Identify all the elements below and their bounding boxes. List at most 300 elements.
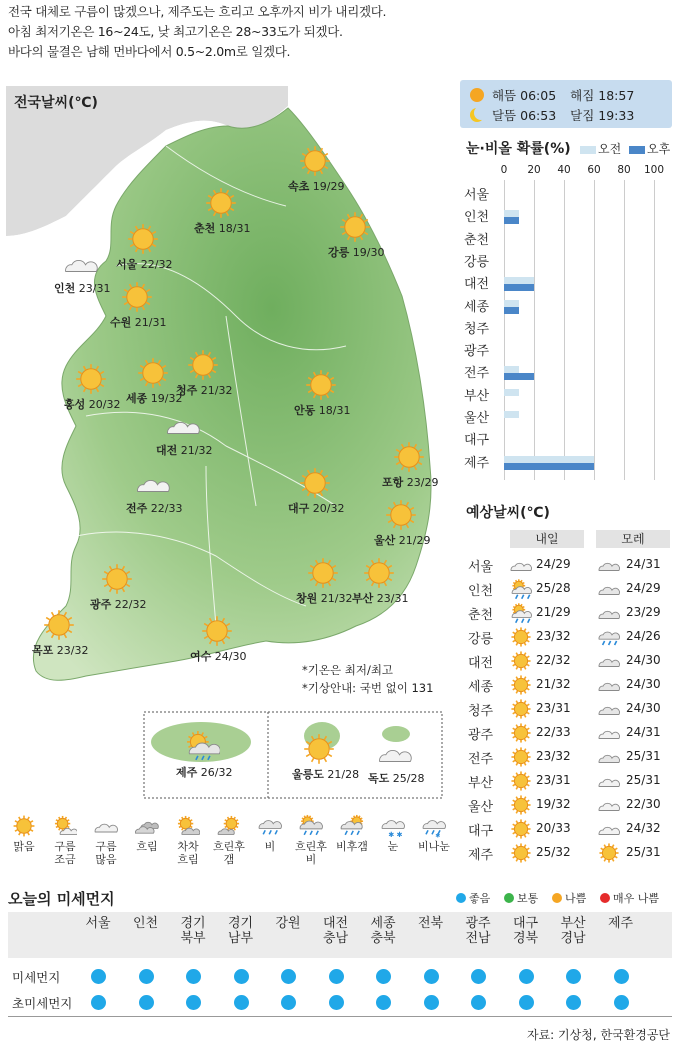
map-city-temp: 24/30 [211,650,247,663]
pm-level-dot [234,969,249,984]
overcast-icon [135,814,159,838]
map-sunny-icon [362,556,396,594]
map-city-label [328,244,384,260]
forecast-icon-tomorrow [510,818,532,844]
map-city-temp: 23/31 [373,592,409,605]
am-label: 오전 [598,142,622,156]
precip-city: 청주 [464,321,490,337]
sunrise-time: 06:05 [520,88,557,103]
map-city-name: 울산 [374,534,396,547]
precip-legend [580,140,670,157]
sunny-icon [74,362,108,396]
forecast-row [460,746,676,769]
map-note-1: *기온은 최저/최고 [302,663,394,677]
sunny-icon [510,770,532,792]
legend-item [4,814,44,853]
pm-region: 광주 전남 [465,916,491,946]
forecast-city: 대구 [468,824,494,839]
map-city-temp: 22/32 [137,258,173,271]
forecast-temp-tomorrow: 25/32 [536,845,571,859]
sunny-icon [338,210,372,244]
cloudy-icon [598,794,620,816]
sleet-icon [422,814,446,838]
pm-row [8,964,672,988]
precip-city: 부산 [464,388,490,404]
map-city-name: 여수 [190,650,212,663]
precip-city: 광주 [464,344,490,360]
map-cloudy-rain-icon [186,730,220,768]
headline-line-3: 바다의 물결은 남해 먼바다에서 0.5~2.0m로 일겠다. [8,44,291,59]
map-city-name: 수원 [110,316,132,329]
legend-item [209,814,249,866]
forecast-temp-tomorrow: 20/33 [536,821,571,835]
am-swatch [580,146,596,154]
precip-gridline [504,180,505,480]
map-cloudy-icon [136,466,170,504]
clearing-icon [217,814,241,838]
forecast-temp-tomorrow: 23/32 [536,749,571,763]
map-sunny-icon [304,368,338,406]
sunny-icon [100,562,134,596]
map-city-label [54,280,110,296]
legend-label: 차차 흐림 [177,840,199,866]
forecast-city: 서울 [468,560,494,575]
precip-bar-am [504,389,519,396]
map-city-label [288,500,344,516]
legend-item [45,814,85,866]
map-city-temp: 23/31 [75,282,111,295]
sunny-icon [362,556,396,590]
sun-moon-box [460,80,672,128]
map-city-temp: 23/29 [403,476,439,489]
pm-level-dot [376,995,391,1010]
map-city-temp: 21/32 [177,444,213,457]
map-city-temp: 21/31 [131,316,167,329]
forecast-temp-dayafter: 25/31 [626,749,661,763]
pm-level-dot [519,995,534,1010]
map-city-name: 광주 [90,598,112,611]
map-title: 전국날씨(℃) [14,95,98,111]
pm-level-dot [91,969,106,984]
precip-gridline [594,180,595,480]
legend-item [250,814,290,853]
precip-city: 울산 [464,411,490,426]
sunny-icon [204,186,238,220]
sunny-icon [126,222,160,256]
precip-city: 제주 [464,455,490,471]
precip-bar-pm [504,463,594,470]
map-city-temp: 19/29 [309,180,345,193]
map-city-temp: 18/31 [215,222,251,235]
map-sunny-icon [392,440,426,478]
map-city-name: 울릉도 [292,768,324,781]
forecast-icon-tomorrow [510,578,532,604]
rain-then-clear-icon [340,814,364,838]
map-cloudy-icon [64,246,98,284]
cloudy-icon [166,408,200,442]
map-city-label [194,220,250,236]
map-sunny-icon [126,222,160,260]
pm-region: 경기 북부 [180,916,206,946]
precip-city: 세종 [464,299,490,315]
source: 자료: 기상청, 한국환경공단 [527,1028,670,1042]
forecast-row [460,674,676,697]
legend-label: 비후갬 [336,840,368,853]
cloudy-icon [136,466,170,500]
pm-level-dot [566,995,581,1010]
map-sunny-icon [384,498,418,536]
forecast-row [460,650,676,673]
sunny-icon [304,368,338,402]
map-city-label [176,764,232,780]
map-note-2: *기상안내: 국번 없이 131 [302,681,434,695]
moonset-label: 달짐 [570,108,595,123]
pm-level-dot [614,969,629,984]
sunny-icon [186,348,220,382]
map-city-label [382,474,438,490]
legend-label: 구름 많음 [95,840,117,866]
pm-level-dot [519,969,534,984]
pm-level-dot [566,969,581,984]
map-city-name: 춘천 [194,222,216,235]
map-cloudy-icon [378,736,412,774]
pm-region: 서울 [85,916,111,931]
pm-level-dot [424,995,439,1010]
forecast-temp-dayafter: 25/31 [626,845,661,859]
legend-label: 흐린후 갬 [213,840,245,866]
forecast-row [460,722,676,745]
map-city-label [368,770,424,786]
sunny-icon [510,698,532,720]
legend-label: 흐림 [136,840,158,853]
map-city-name: 독도 [368,772,390,785]
cloudy-icon [378,736,412,770]
pm-title: 오늘의 미세먼지 [8,890,115,908]
sunny-icon [384,498,418,532]
forecast-temp-dayafter: 24/26 [626,629,661,643]
map-sunny-icon [298,466,332,504]
map-sunny-icon [298,144,332,182]
precip-bar-pm [504,284,534,291]
pm-legend-label: 매우 나쁨 [613,892,660,905]
cloudy-icon [598,818,620,840]
pm-region: 대구 경북 [512,916,539,946]
pm-region: 인천 [132,916,159,931]
forecast-icon-tomorrow [510,770,532,796]
forecast-temp-tomorrow: 22/32 [536,653,571,667]
pm-level-dot [186,995,201,1010]
sunny-icon [510,842,532,864]
pm-level-dot [91,995,106,1010]
mostly-cloudy-icon [598,674,620,696]
pm-legend-item [600,890,659,906]
forecast-row [460,698,676,721]
forecast-table [460,500,676,876]
pm-row-label: 미세먼지 [12,970,61,985]
pm-legend-item [456,890,490,906]
map-sunny-icon [200,614,234,652]
forecast-icon-tomorrow [510,674,532,700]
cloudy-icon [94,814,118,838]
cloudy-icon [598,722,620,744]
pm-legend-label: 좋음 [469,892,491,905]
forecast-icon-dayafter [598,746,620,772]
precip-bar-am [504,411,519,418]
forecast-city: 광주 [468,728,494,743]
sunny-icon [510,650,532,672]
map-sunny-icon [204,186,238,224]
forecast-city: 울산 [468,800,494,815]
legend-item [86,814,126,866]
map-city-label [374,532,430,548]
pm-level-dot [471,995,486,1010]
forecast-icon-dayafter [598,674,620,700]
precip-bar-am [504,366,519,373]
map-city-name: 부산 [352,592,374,605]
map-city-name: 제주 [176,766,198,779]
mostly-cloudy-icon [598,746,620,768]
forecast-temp-tomorrow: 25/28 [536,581,571,595]
forecast-icon-dayafter [598,578,620,604]
legend-item [291,814,331,866]
sunny-icon [306,556,340,590]
sunny-icon [392,440,426,474]
forecast-temp-dayafter: 24/30 [626,677,661,691]
forecast-city: 대전 [468,656,494,671]
forecast-temp-dayafter: 24/30 [626,701,661,715]
precip-city: 전주 [464,366,490,382]
sunny-icon [12,814,36,838]
pm-region: 대전 충남 [322,916,349,946]
cloudy-then-rain-icon [299,814,323,838]
forecast-icon-dayafter [598,818,620,844]
pm-region: 제주 [607,916,634,931]
forecast-temp-tomorrow: 22/33 [536,725,571,739]
precip-gridline [564,180,565,480]
forecast-city: 부산 [468,776,494,791]
pm-region: 전북 [417,916,444,931]
map-city-name: 목포 [32,644,54,657]
forecast-temp-tomorrow: 23/32 [536,629,571,643]
sunset-time: 18:57 [598,88,635,103]
pm-level-dot [614,995,629,1010]
legend-item [373,814,413,853]
precip-city: 서울 [464,188,490,203]
map-city-temp: 23/32 [53,644,89,657]
cloudy-icon [598,770,620,792]
forecast-temp-dayafter: 25/31 [626,773,661,787]
pm-label: 오후 [647,142,671,156]
pm-level-dot [424,969,439,984]
pm-level-dot [329,969,344,984]
pm-level-dot [139,995,154,1010]
sunset-label: 해짐 [570,88,595,103]
snow-icon [381,814,405,838]
map-city-temp: 25/28 [389,772,425,785]
cloudy-rain-icon [186,730,220,764]
moonrise-label: 달뜸 [491,108,517,123]
pm-level-dot [376,969,391,984]
forecast-row [460,818,676,841]
sunny-icon [598,842,620,864]
pm-level-dot [281,995,296,1010]
svg-text:✱: ✱ [435,832,441,838]
precip-bar-am [504,456,594,463]
pm-swatch [629,146,645,154]
pm-level-dot [234,995,249,1010]
map-city-name: 속초 [288,180,310,193]
legend-label: 구름 조금 [54,840,76,866]
pm-region-header [8,912,672,958]
partly-cloudy-rain-icon [510,602,532,624]
precip-tick: 20 [527,164,541,176]
forecast-icon-dayafter [598,602,620,628]
pm-level-dot [186,969,201,984]
precip-title: 눈·비올 확률(%) [466,141,571,157]
precip-city: 강릉 [464,254,490,270]
tomorrow-header: 내일 [510,530,584,548]
precip-tick: 100 [643,164,665,176]
pm-legend-label: 나쁨 [565,892,587,905]
sunny-icon [298,144,332,178]
pm-legend-label: 보통 [517,892,539,905]
pm-legend-dot [600,893,610,903]
map-city-label [116,256,172,272]
map-city-name: 대구 [288,502,310,515]
mostly-cloudy-icon [598,578,620,600]
pm-level-dot [139,969,154,984]
mostly-cloudy-icon [598,698,620,720]
legend-label: 비 [264,840,276,853]
forecast-title: 예상날씨(℃) [466,505,550,521]
map-city-name: 인천 [54,282,76,295]
map-city-temp: 21/32 [197,384,233,397]
moonrise-time: 06:53 [520,108,557,123]
forecast-city: 전주 [468,752,494,767]
map-city-temp: 21/32 [317,592,353,605]
pm-level-dot [471,969,486,984]
precip-tick: 40 [557,164,571,176]
map-city-temp: 21/29 [395,534,431,547]
divider [8,1016,672,1017]
map-city-name: 전주 [126,502,148,515]
map-city-label [292,766,359,782]
cloudy-icon [64,246,98,280]
dayafter-header: 모레 [596,530,670,548]
sunny-icon [42,608,76,642]
map-city-temp: 19/32 [147,392,183,405]
forecast-temp-tomorrow: 24/29 [536,557,571,571]
map-city-label [156,442,212,458]
map-city-temp: 21/28 [323,768,360,781]
map-city-temp: 22/33 [147,502,183,515]
forecast-row [460,554,676,577]
map-sunny-icon [306,556,340,594]
map-sunny-icon [338,210,372,248]
map-sunny-icon [100,562,134,600]
pm-legend-item [552,890,586,906]
legend-label: 비나눈 [418,840,450,853]
sunny-icon [510,674,532,696]
forecast-icon-tomorrow [510,842,532,868]
headline-line-1: 전국 대체로 구름이 많겠으나, 제주도는 흐리고 오후까지 비가 내리겠다. [8,4,387,19]
forecast-icon-tomorrow [510,602,532,628]
forecast-icon-tomorrow [510,794,532,820]
forecast-temp-tomorrow: 23/31 [536,701,571,715]
sunny-icon [510,746,532,768]
pm-row-label: 초미세먼지 [12,996,73,1011]
forecast-temp-tomorrow: 19/32 [536,797,571,811]
precip-bar-am [504,300,519,307]
forecast-icon-tomorrow [510,698,532,724]
map-city-temp: 18/31 [315,404,351,417]
precip-city: 인천 [464,210,490,226]
map-city-temp: 20/32 [85,398,121,411]
precip-chart [460,134,676,494]
forecast-icon-dayafter [598,842,620,868]
pm-region: 부산 경남 [560,916,586,946]
precip-bar-pm [504,217,519,224]
map-city-label [190,648,246,664]
forecast-icon-dayafter [598,794,620,820]
sunrise-label: 해뜸 [491,88,517,103]
map-sunny-icon [136,356,170,394]
precip-gridline [654,180,655,480]
forecast-row [460,626,676,649]
forecast-icon-tomorrow [510,554,532,580]
rain-icon [598,626,620,648]
forecast-temp-dayafter: 24/30 [626,653,661,667]
map-city-label [126,390,182,406]
headline-line-2: 아침 최저기온은 16~24도, 낮 최고기온은 28~33도가 되겠다. [8,24,343,39]
map-city-label [296,590,352,606]
legend-item [414,814,454,853]
sunny-icon [510,794,532,816]
forecast-temp-dayafter: 24/32 [626,821,661,835]
pm-region: 강원 [275,916,301,931]
precip-tick: 60 [587,164,601,176]
sunny-icon [510,626,532,648]
forecast-temp-dayafter: 23/29 [626,605,661,619]
moon-icon [470,108,484,122]
partly-cloudy-rain-icon [510,578,532,600]
svg-text:✱ ✱: ✱ ✱ [388,829,403,838]
precip-bar-am [504,210,519,217]
forecast-city: 세종 [468,680,494,695]
map-city-name: 대전 [156,444,178,457]
sunny-icon [120,280,154,314]
forecast-row [460,794,676,817]
forecast-row [460,578,676,601]
cloudy-icon [510,554,532,576]
forecast-city: 춘천 [468,608,494,623]
map-cloudy-icon [166,408,200,446]
forecast-temp-dayafter: 22/30 [626,797,661,811]
forecast-city: 청주 [468,704,494,719]
map-city-label [352,590,408,606]
pm-legend-dot [504,893,514,903]
map-city-temp: 26/32 [197,766,233,779]
map-city-label [288,178,344,194]
pm-legend-item [504,890,538,906]
map-city-label [110,314,166,330]
sunny-icon [302,732,336,766]
precip-city: 대구 [464,433,490,449]
legend-label: 흐린후 비 [295,840,327,866]
forecast-icon-dayafter [598,770,620,796]
forecast-city: 제주 [468,848,494,863]
map-city-label [90,596,146,612]
